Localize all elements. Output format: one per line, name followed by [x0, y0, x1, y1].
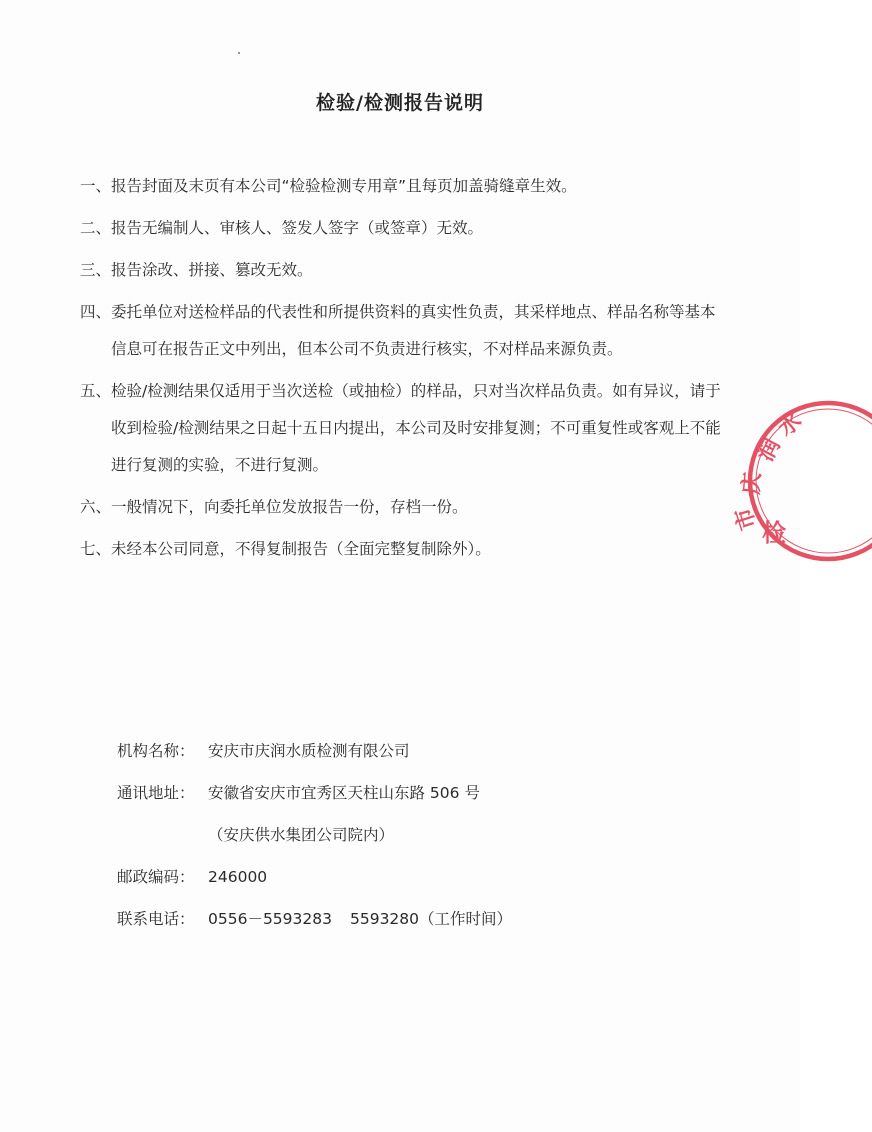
clause-text: 报告封面及末页有本公司“检验检测专用章”且每页加盖骑缝章生效。 [111, 177, 577, 195]
clause-text: 一般情况下，向委托单位发放报告一份，存档一份。 [111, 498, 468, 516]
clause-5 [80, 373, 730, 484]
clause-2 [80, 210, 730, 247]
phone-number-2: 5593280（工作时间） [349, 910, 513, 928]
clause-1 [80, 168, 730, 205]
svg-text:水: 水 [773, 408, 807, 442]
phone-value [208, 898, 512, 940]
postal-value: 246000 [208, 868, 268, 886]
address-value: 安徽省安庆市宜秀区天柱山东路 506 号 [208, 784, 480, 802]
clause-7 [80, 531, 730, 568]
phone-row [117, 898, 677, 940]
clause-3 [80, 252, 730, 289]
postal-row [117, 856, 677, 898]
clause-number: 六、 [80, 498, 112, 516]
org-value: 安庆市庆润水质检测有限公司 [208, 742, 410, 760]
report-clauses [80, 168, 730, 573]
page-title: 检验/检测报告说明 [316, 92, 484, 114]
address-label: 通讯地址： [117, 784, 195, 802]
clause-text: 检验/检测结果仅适用于当次送检（或抽检）的样品，只对当次样品负责。如有异议，请于收到检验/检测结果之日起十五日内提出，本公司及时安排复测；不可重复性或客观上不能进行复测的实验，不进行复测。 [111, 382, 721, 474]
clause-text: 报告涂改、拼接、篡改无效。 [111, 261, 313, 279]
clause-number: 七、 [80, 540, 112, 558]
contact-info [117, 730, 677, 940]
svg-text:庆: 庆 [739, 471, 766, 496]
svg-text:润: 润 [753, 434, 786, 466]
clause-text: 报告无编制人、审核人、签发人签字（或签章）无效。 [111, 219, 484, 237]
clause-number: 二、 [80, 219, 112, 237]
svg-text:检: 检 [762, 519, 786, 547]
org-label: 机构名称： [117, 742, 195, 760]
org-row [117, 730, 677, 772]
address-row [117, 772, 677, 814]
clause-number: 四、 [80, 303, 112, 321]
clause-4 [80, 294, 730, 368]
clause-6 [80, 489, 730, 526]
clause-number: 一、 [80, 177, 112, 195]
clause-number: 五、 [80, 382, 112, 400]
phone-number-1: 0556－5593283 [208, 910, 332, 928]
clause-number: 三、 [80, 261, 112, 279]
company-seal-stamp [731, 395, 872, 565]
address-row-continued [117, 814, 677, 856]
phone-label: 联系电话： [117, 910, 195, 928]
svg-text:市: 市 [731, 504, 762, 533]
clause-text: 未经本公司同意，不得复制报告（全面完整复制除外）。 [111, 540, 491, 558]
postal-label: 邮政编码： [117, 868, 195, 886]
scan-speck [238, 52, 240, 54]
address-value-2: （安庆供水集团公司院内） [208, 826, 395, 844]
clause-text: 委托单位对送检样品的代表性和所提供资料的真实性负责，其采样地点、样品名称等基本信息可在报告正文中列出，但本公司不负责进行核实，不对样品来源负责。 [111, 303, 716, 358]
